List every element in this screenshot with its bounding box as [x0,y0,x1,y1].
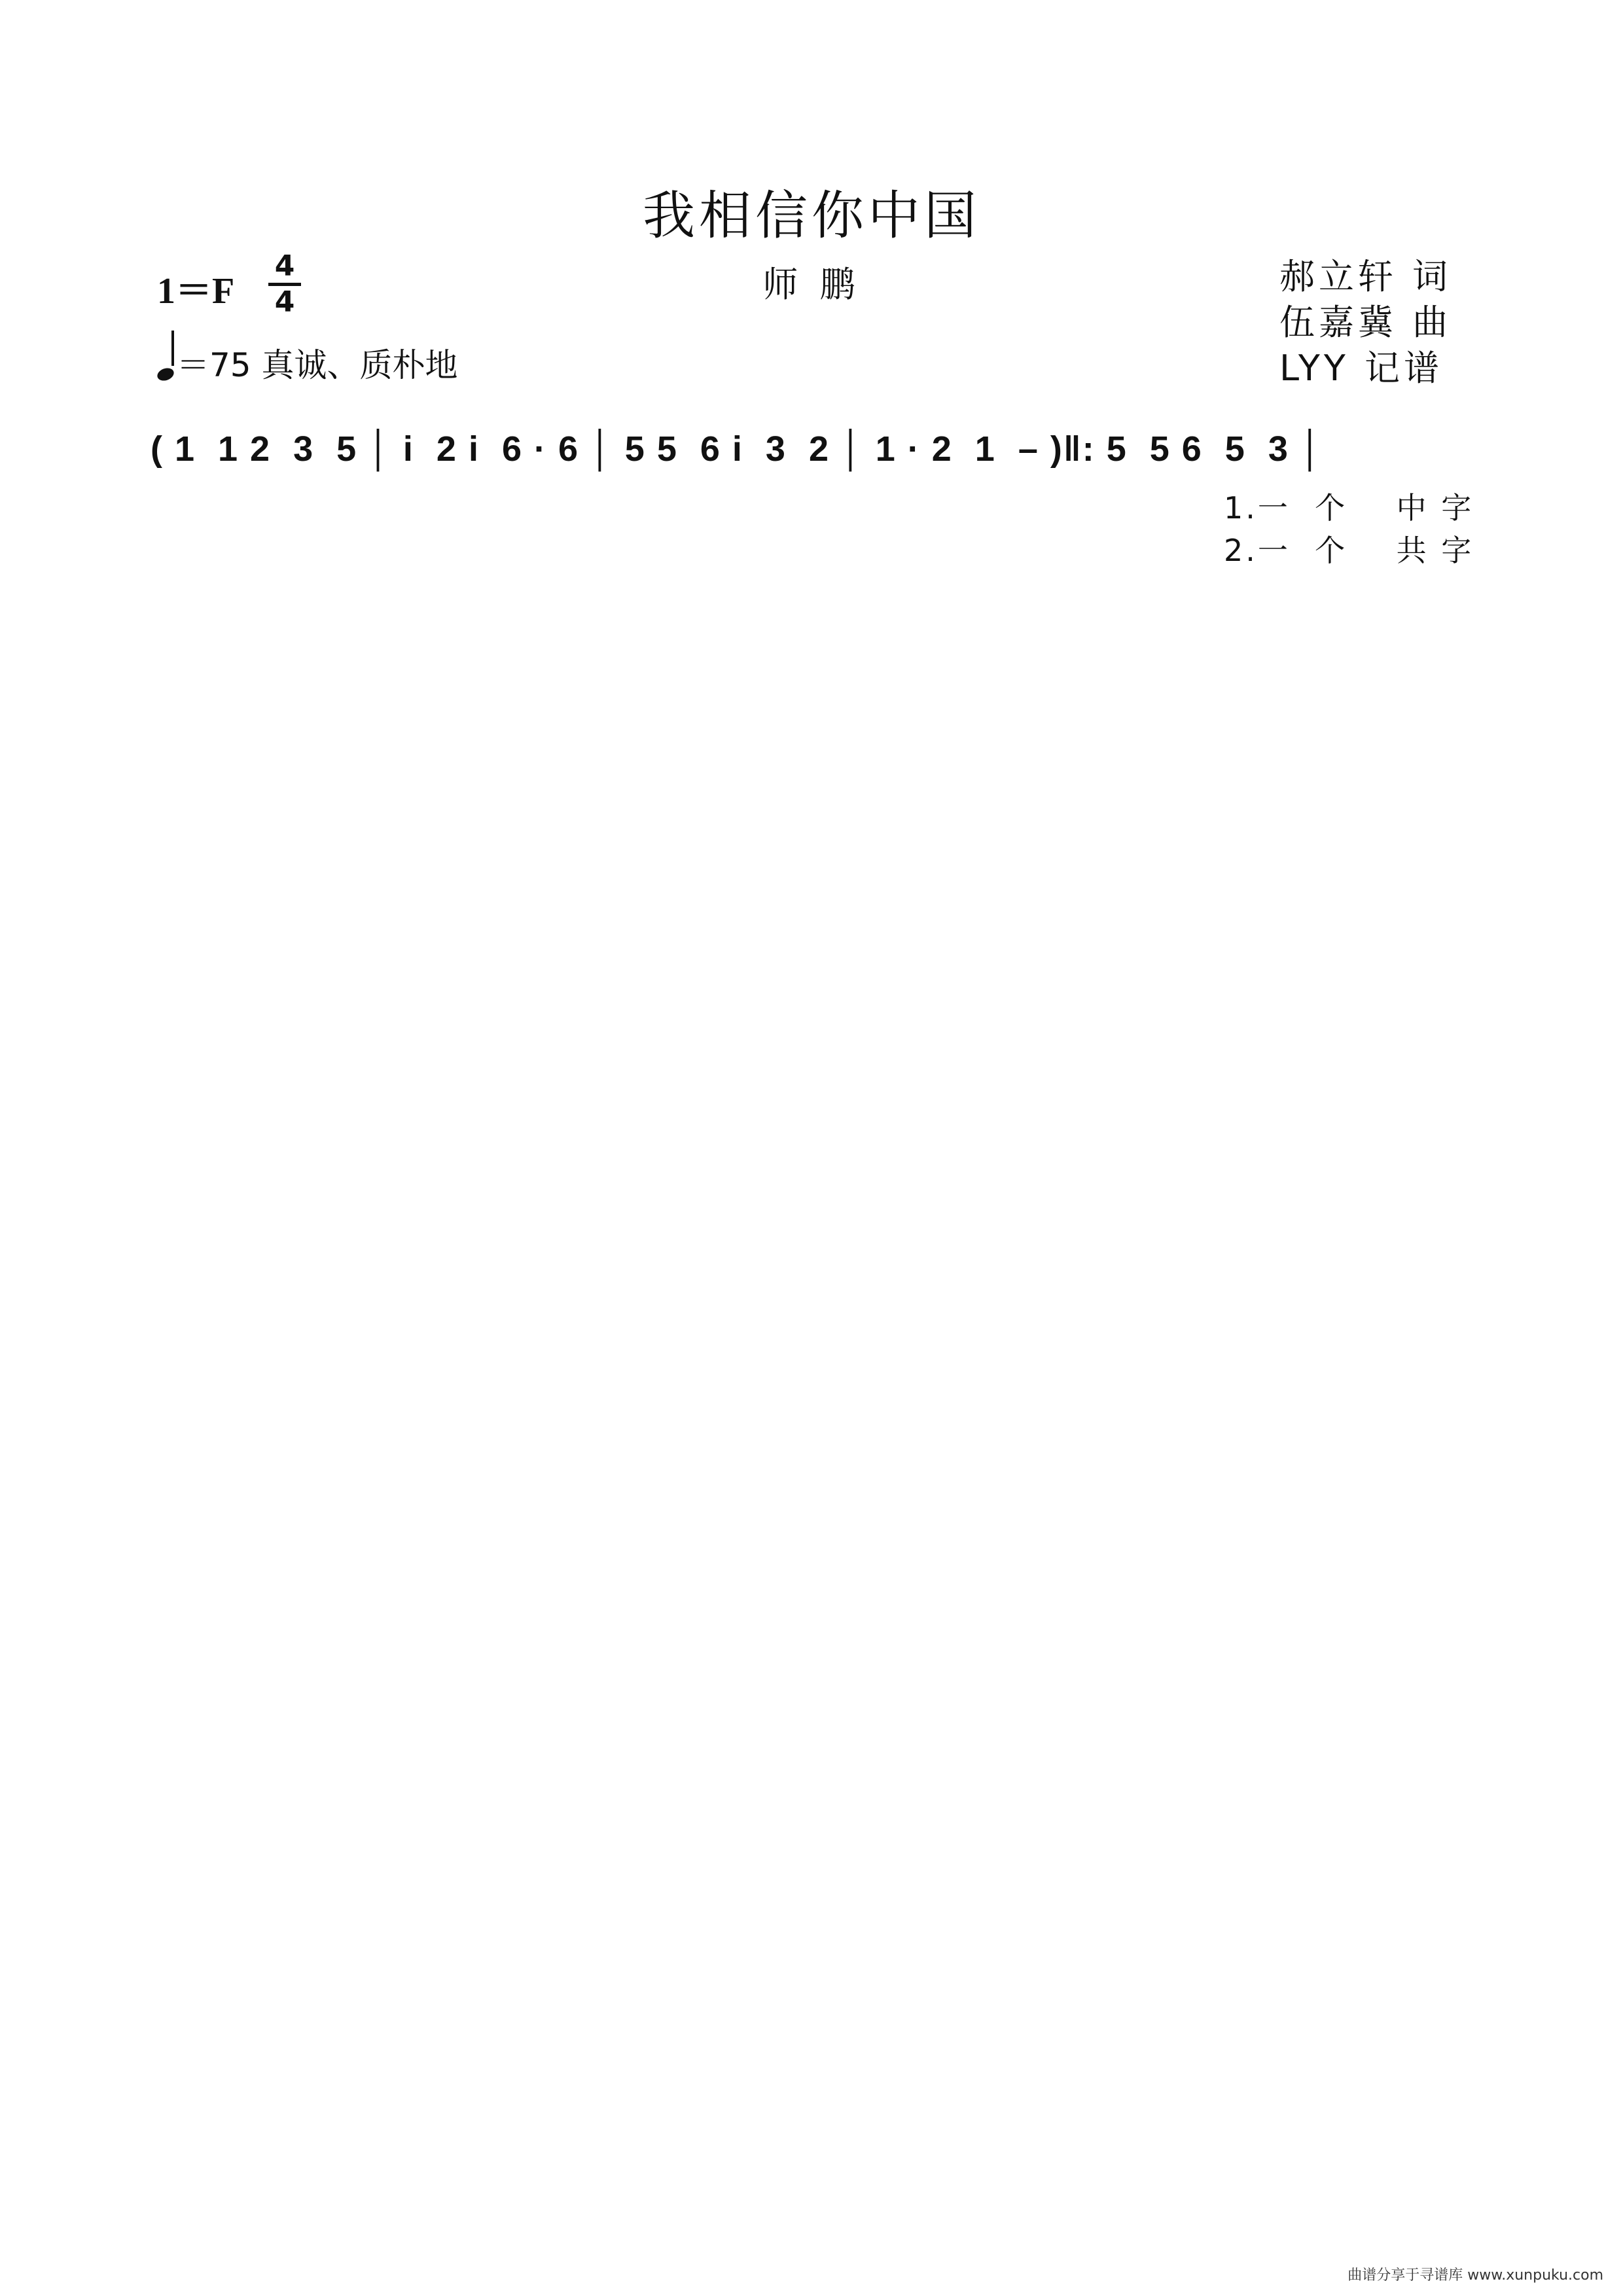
intro-notes: ( 1 1 2 3 5 │ i 2 i 6 · 6 │ 5 5 6 i 3 2 │ 1 · 2 1 – )‖: 5 5 6 5 3 │ [151,429,1324,469]
key-signature: 1＝F [157,271,235,312]
quarter-note-icon [156,366,176,383]
verse1-label: 1.一 个 中 字 [1224,490,1474,526]
tempo-text: ＝75 真诚、质朴地 [177,346,458,384]
song-title: 我相信你中国 [643,185,980,246]
footer-watermark: 曲谱分享于寻谱库 www.xunpuku.com [1347,2267,1603,2284]
verse2-label: 2.一 个 共 字 [1224,533,1474,568]
lyricist-credit: 郝立轩 词 [1279,256,1452,297]
composer-credit: 伍嘉冀 曲 [1279,302,1452,343]
singer-name: 师 鹏 [762,264,861,305]
tempo-marking [157,339,458,386]
time-signature-bottom: 4 [274,285,295,319]
transcriber-credit: LYY 记谱 [1279,348,1444,389]
time-signature [268,251,301,317]
time-signature-top: 4 [274,249,295,283]
